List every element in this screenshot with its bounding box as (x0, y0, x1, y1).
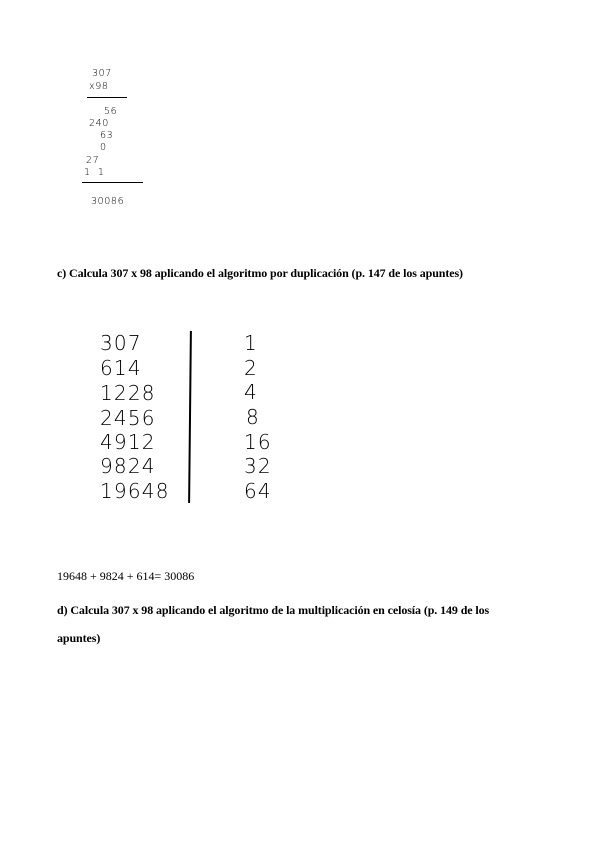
partial-product: 240 (89, 118, 109, 129)
doubling-value: 614 (100, 356, 142, 380)
power-of-two: 16 (244, 430, 272, 454)
doubling-value: 4912 (100, 430, 156, 454)
power-of-two: 32 (244, 454, 272, 478)
partial-product: 63 (100, 130, 114, 141)
power-of-two: 8 (246, 405, 260, 429)
doubling-value: 2456 (100, 406, 156, 430)
power-of-two: 1 (244, 331, 258, 355)
duplication-sum: 19648 + 9824 + 614= 30086 (57, 569, 195, 583)
doubling-value: 9824 (100, 454, 156, 478)
doubling-value: 1228 (100, 381, 156, 405)
power-of-two: 4 (244, 380, 258, 404)
final-result: 30086 (91, 196, 125, 207)
multiplier: x98 (89, 81, 109, 92)
doubling-value: 19648 (100, 479, 170, 503)
doubling-value: 307 (100, 331, 142, 355)
partial-product: 27 (86, 155, 100, 166)
power-of-two: 2 (244, 356, 258, 380)
multiplication-rule (87, 97, 127, 98)
column-divider (188, 331, 191, 503)
power-of-two: 64 (244, 479, 272, 503)
sum-rule (82, 182, 143, 183)
section-d-heading-line1: d) Calcula 307 x 98 aplicando el algoritmo de la multiplicación en celosía (p. 149 de los (57, 603, 490, 617)
multiplicand: 307 (92, 68, 112, 79)
partial-product: 56 (104, 106, 118, 117)
section-c-heading: c) Calcula 307 x 98 aplicando el algoritmo por duplicación (p. 147 de los apuntes) (57, 266, 463, 280)
partial-product: 0 (100, 142, 107, 153)
section-d-heading-line2: apuntes) (57, 631, 101, 645)
carry-digits: 1 1 (84, 167, 105, 178)
